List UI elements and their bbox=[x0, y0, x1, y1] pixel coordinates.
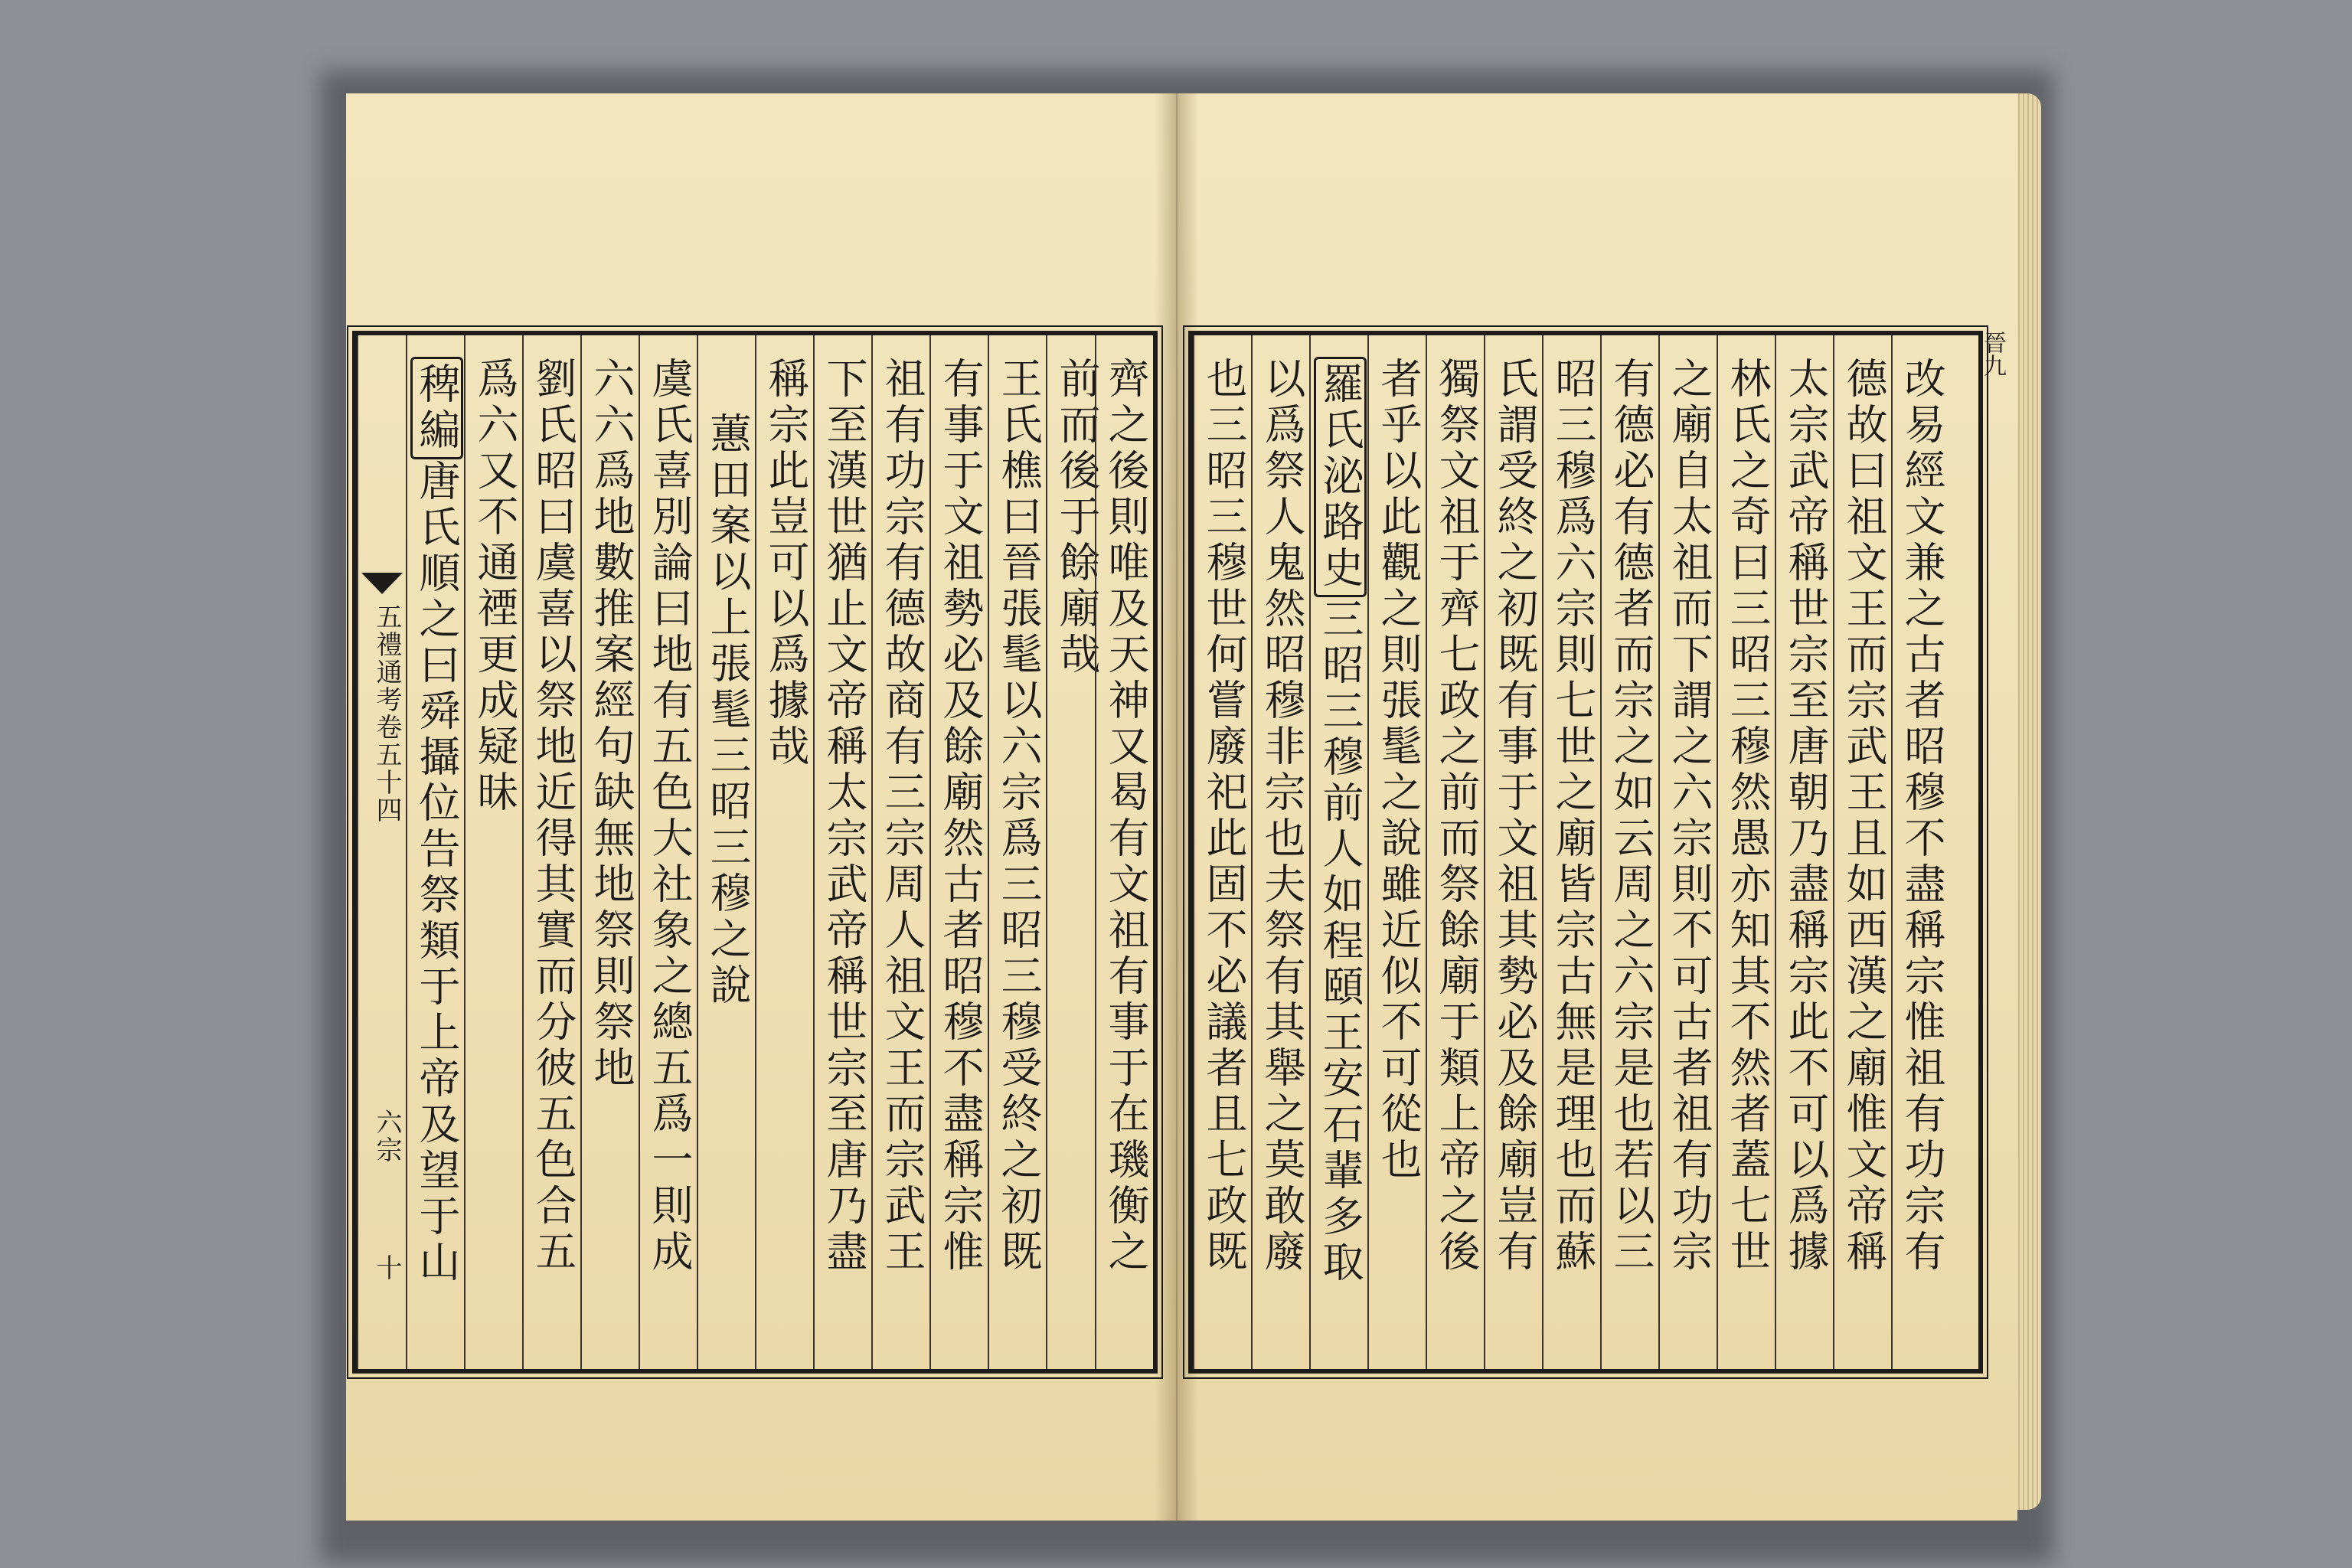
column-text: 劉氏昭曰虞喜以祭地近得其實而分彼五色合五 bbox=[529, 357, 577, 1276]
text-column bbox=[464, 335, 522, 1369]
text-column bbox=[639, 335, 697, 1369]
column-text: 獨祭文祖于齊七政之前而祭餘廟于類上帝之後 bbox=[1432, 357, 1481, 1276]
column-text: 王氏樵曰晉張髦以六宗爲三昭三穆受終之初既 bbox=[995, 357, 1043, 1276]
column-text bbox=[407, 357, 466, 1286]
fishtail-mark bbox=[361, 573, 403, 594]
column-text bbox=[1311, 357, 1369, 1286]
column-text: 林氏之奇曰三昭三穆然愚亦知其不然者蓋七世 bbox=[1723, 357, 1772, 1276]
text-column bbox=[697, 335, 755, 1369]
source-tag: 稗編 bbox=[410, 357, 463, 459]
text-column bbox=[1717, 335, 1775, 1369]
text-column bbox=[871, 335, 929, 1369]
fold-book-title: 五禮通考卷五十四 bbox=[371, 603, 402, 824]
column-text: 改易經文兼之古者昭穆不盡稱宗惟祖有功宗有 bbox=[1898, 357, 1946, 1276]
left-text-frame bbox=[352, 331, 1158, 1374]
column-text: 祖有功宗有德故商有三宗周人祖文王而宗武王 bbox=[878, 357, 926, 1276]
text-column bbox=[1193, 335, 1251, 1369]
column-text: 有事于文祖勢必及餘廟然古者昭穆不盡稱宗惟 bbox=[936, 357, 985, 1276]
column-text: 齊之後則唯及天神又曷有文祖有事于在璣衡之 bbox=[1102, 357, 1150, 1276]
column-text: 以爲祭人鬼然昭穆非宗也夫祭有其舉之莫敢廢 bbox=[1258, 357, 1306, 1276]
text-column bbox=[1426, 335, 1484, 1369]
column-text: 者乎以此觀之則張髦之說雖近似不可從也 bbox=[1374, 357, 1423, 1184]
column-text: 氏謂受終之初既有事于文祖其勢必及餘廟豈有 bbox=[1491, 357, 1539, 1276]
text-column bbox=[988, 335, 1046, 1369]
column-text: 下至漢世猶止文帝稱太宗武帝稱世宗至唐乃盡 bbox=[820, 357, 868, 1276]
text-column bbox=[1309, 335, 1367, 1369]
text-column bbox=[1600, 335, 1658, 1369]
column-text: 德故曰祖文王而宗武王且如西漢之廟惟文帝稱 bbox=[1840, 357, 1888, 1276]
text-column bbox=[1367, 335, 1426, 1369]
column-text: 虞氏喜別論曰地有五色大社象之總五爲一則成 bbox=[645, 357, 694, 1276]
left-fold-margin bbox=[357, 335, 406, 1369]
corner-note: 晉九 bbox=[1979, 331, 2006, 377]
text-column bbox=[1891, 335, 1949, 1369]
text-column bbox=[813, 335, 871, 1369]
column-text: 稱宗此豈可以爲據哉 bbox=[762, 357, 810, 770]
text-column bbox=[406, 335, 464, 1369]
text-column bbox=[1833, 335, 1891, 1369]
column-text: 昭三穆爲六宗則七世之廟皆宗古無是理也而蘇 bbox=[1549, 357, 1597, 1276]
column-text: 也三昭三穆世何嘗廢祀此固不必議者且七政既 bbox=[1200, 357, 1248, 1276]
column-text: 六六爲地數推案經句缺無地祭則祭地 bbox=[587, 357, 635, 1092]
text-column bbox=[580, 335, 639, 1369]
text-column bbox=[1484, 335, 1542, 1369]
column-text: 蕙田案以上張髦三昭三穆之說 bbox=[704, 412, 752, 1009]
column-text: 之廟自太祖而下謂之六宗則不可古者祖有功宗 bbox=[1665, 357, 1713, 1276]
text-column bbox=[1095, 335, 1153, 1369]
column-text: 爲六又不通禋更成疑昧 bbox=[471, 357, 519, 816]
text-column bbox=[1775, 335, 1833, 1369]
column-text: 有德必有德者而宗之如云周之六宗是也若以三 bbox=[1607, 357, 1655, 1276]
fold-leaf: 十 bbox=[371, 1254, 402, 1282]
column-text: 前而後于餘廟哉 bbox=[1053, 357, 1101, 678]
text-column bbox=[755, 335, 813, 1369]
text-column bbox=[1542, 335, 1600, 1369]
column-remainder: 唐氏順之曰舜攝位告祭類于上帝及望于山 bbox=[413, 459, 461, 1286]
source-tag: 羅氏泌路史 bbox=[1314, 357, 1367, 597]
column-remainder: 三昭三穆前人如程頤王安石輩多取 bbox=[1316, 597, 1364, 1286]
right-text-frame bbox=[1188, 331, 1983, 1374]
text-column bbox=[1658, 335, 1717, 1369]
text-column bbox=[1251, 335, 1309, 1369]
text-column bbox=[929, 335, 988, 1369]
text-column bbox=[522, 335, 580, 1369]
fold-section: 六宗 bbox=[371, 1109, 402, 1164]
column-text: 太宗武帝稱世宗至唐朝乃盡稱宗此不可以爲據 bbox=[1782, 357, 1830, 1276]
